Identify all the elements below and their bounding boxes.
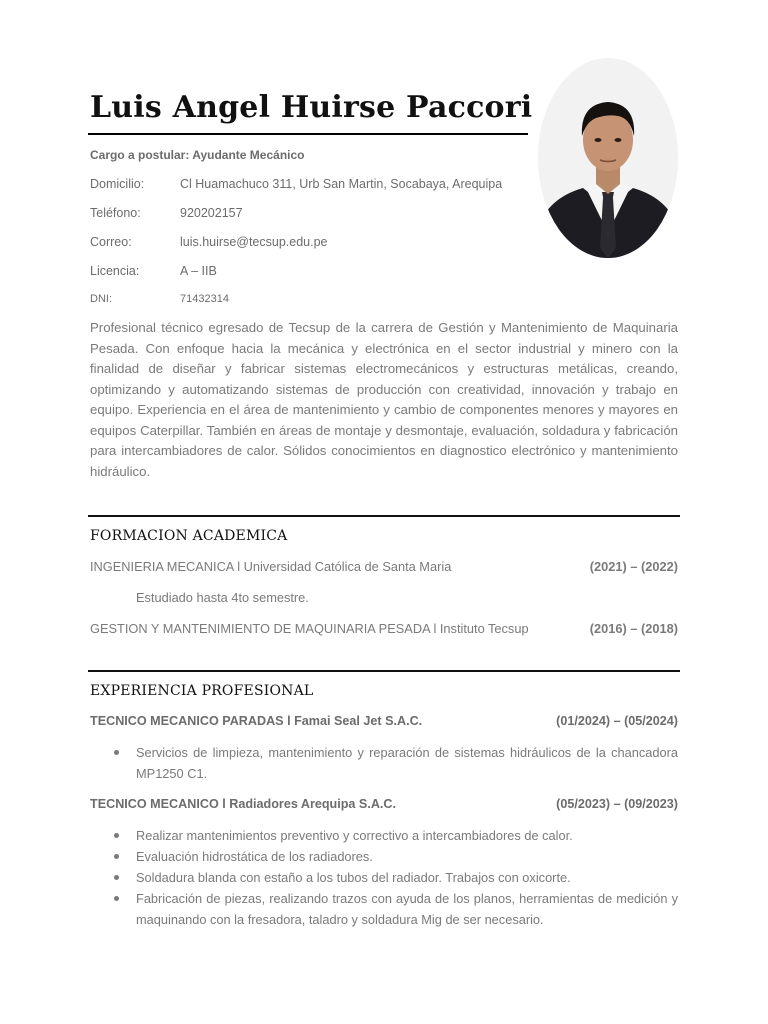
target-position: Cargo a postular: Ayudante Mecánico xyxy=(90,148,305,162)
job-title: TECNICO MECANICO l Radiadores Arequipa S.A.C. xyxy=(90,797,397,811)
contact-row-address xyxy=(90,177,502,191)
job-header xyxy=(90,797,678,811)
education-separator: l xyxy=(233,559,244,574)
education-degree: INGENIERIA MECANICA xyxy=(90,559,234,574)
address-value: Cl Huamachuco 311, Urb San Martin, Socabaya, Arequipa xyxy=(180,177,503,191)
dni-label: DNI: xyxy=(90,293,112,305)
job-header xyxy=(90,714,678,728)
dni-value: 71432314 xyxy=(180,293,229,305)
education-dates: (2021) – (2022) xyxy=(589,559,678,574)
name-underline xyxy=(88,133,528,135)
phone-label: Teléfono: xyxy=(90,206,141,220)
contact-row-email xyxy=(90,235,328,249)
email-value[interactable]: luis.huirse@tecsup.edu.pe xyxy=(180,235,328,249)
contact-row-phone xyxy=(90,206,243,220)
education-section-title: FORMACION ACADEMICA xyxy=(90,528,288,544)
education-school: Universidad Católica de Santa Maria xyxy=(243,559,452,574)
education-dates: (2016) – (2018) xyxy=(589,621,678,636)
phone-value: 920202157 xyxy=(180,206,243,220)
candidate-name: Luis Angel Huirse Paccori xyxy=(90,90,533,125)
education-degree: GESTION Y MANTENIMIENTO DE MAQUINARIA PESADA xyxy=(90,621,430,636)
education-item xyxy=(90,621,678,636)
email-label: Correo: xyxy=(90,235,132,249)
profile-photo-image xyxy=(538,58,678,258)
profile-photo xyxy=(538,58,678,258)
section-divider xyxy=(88,670,680,672)
address-label: Domicilio: xyxy=(90,177,145,191)
contact-row-dni xyxy=(90,293,229,305)
job-bullet-list xyxy=(90,825,678,930)
education-separator: l xyxy=(429,621,440,636)
education-item xyxy=(90,559,678,574)
license-value: A – IIB xyxy=(180,264,217,278)
section-divider xyxy=(88,515,680,517)
job-bullet: Fabricación de piezas, realizando trazos con ayuda de los planos, herramientas de medición y maquinando con la fresadora, taladro y soldadura Mig de ser necesario. xyxy=(90,888,678,930)
job-dates: (05/2023) – (09/2023) xyxy=(556,797,678,811)
job-bullet: Servicios de limpieza, mantenimiento y reparación de sistemas hidráulicos de la chancadora MP1250 C1. xyxy=(90,742,678,784)
education-note: Estudiado hasta 4to semestre. xyxy=(136,590,309,605)
job-dates: (01/2024) – (05/2024) xyxy=(556,714,678,728)
job-title: TECNICO MECANICO PARADAS l Famai Seal Jet S.A.C. xyxy=(90,714,423,728)
job-bullet-list xyxy=(90,742,678,784)
job-bullet: Soldadura blanda con estaño a los tubos del radiador. Trabajos con oxicorte. xyxy=(90,867,678,888)
license-label: Licencia: xyxy=(90,264,140,278)
job-bullet: Evaluación hidrostática de los radiadores. xyxy=(90,846,678,867)
experience-section-title: EXPERIENCIA PROFESIONAL xyxy=(90,683,314,699)
contact-row-license xyxy=(90,264,217,278)
education-school: Instituto Tecsup xyxy=(439,621,529,636)
job-bullet: Realizar mantenimientos preventivo y correctivo a intercambiadores de calor. xyxy=(90,825,678,846)
profile-summary: Profesional técnico egresado de Tecsup de la carrera de Gestión y Mantenimiento de Maquinaria Pesada. Con enfoque hacia la mecánica y electrónica en el sector industrial y minero con la finalidad de diseñar y fabricar sistemas electromecánicos y estructuras metálicas, creando, optimizando y automatizando sistemas de producción con creatividad, innovación y trabajo en equipo. Experiencia en el área de mantenimiento y cambio de componentes menores y mayores en equipos Caterpillar. También en áreas de montaje y desmontaje, evaluación, soldadura y fabricación para intercambiadores de calor. Sólidos conocimientos en diagnostico electrónico y mantenimiento hidráulico. xyxy=(90,320,678,479)
